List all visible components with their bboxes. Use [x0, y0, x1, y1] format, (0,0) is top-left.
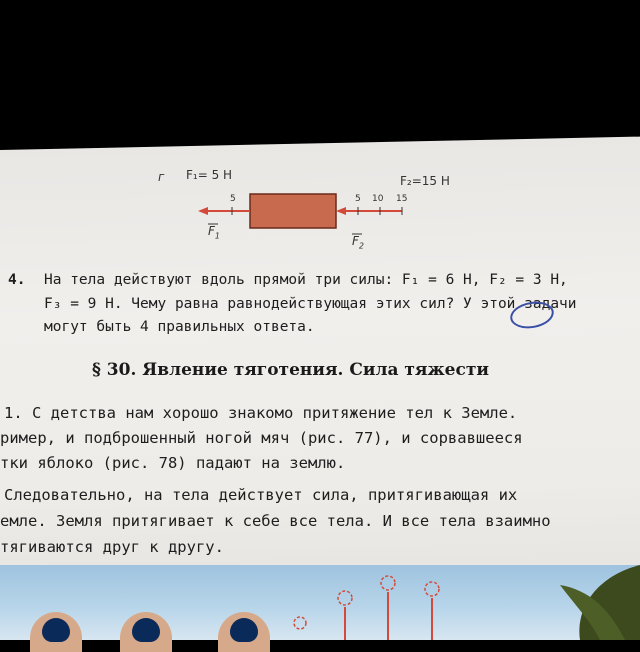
f1-vector-label: $F_1$: [208, 224, 220, 241]
dark-background: [0, 0, 640, 158]
paragraph-line-6: тягиваются друг к другу.: [0, 538, 224, 556]
problem-line-3: могут быть 4 правильных ответа.: [44, 319, 315, 335]
f1-magnitude-label: F₁= 5 Н: [186, 168, 233, 182]
illustration-strip: [0, 565, 640, 640]
apple-outline-icon: [425, 582, 439, 596]
nail: [230, 618, 258, 642]
f2-arrow-head: [336, 207, 346, 215]
scale-label: 5: [230, 194, 236, 204]
apple-outline-icon: [338, 591, 352, 605]
force-diagram: [150, 168, 450, 258]
nail: [132, 618, 160, 642]
paragraph-line-5: емле. Земля притягивает к себе все тела. И все тела взаимно: [0, 512, 551, 530]
paragraph-line-4: Следовательно, на тела действует сила, притягивающая их: [4, 486, 518, 504]
problem-number: 4.: [8, 272, 26, 288]
illustration-drawing: [0, 565, 640, 640]
paragraph-line-3: тки яблоко (рис. 78) падают на землю.: [0, 454, 346, 472]
f2-magnitude-label: F₂=15 Н: [400, 174, 450, 188]
ball-outline-icon: [294, 617, 306, 629]
f2-vector-label: $F_2$: [352, 234, 364, 251]
panel-letter: г: [158, 170, 165, 184]
nail: [42, 618, 70, 642]
problem-line-1: На тела действуют вдоль прямой три силы: F₁ = 6 Н, F₂ = 3 Н,: [44, 272, 568, 288]
section-title: § 30. Явление тяготения. Сила тяжести: [92, 360, 489, 380]
problem-line-2: F₃ = 9 Н. Чему равна равнодействующая этих сил? У этой задачи: [44, 296, 577, 312]
apple-outline-icon: [381, 576, 395, 590]
scale-label: 15: [396, 194, 408, 204]
paragraph-line-1: 1. С детства нам хорошо знакомо притяжение тел к Земле.: [4, 404, 518, 422]
scale-label: 5: [355, 194, 361, 204]
block: [250, 194, 336, 228]
paragraph-line-2: ример, и подброшенный ногой мяч (рис. 77), и сорвавшееся: [0, 429, 523, 447]
f1-arrow-head: [198, 207, 208, 215]
force-diagram-drawing: [150, 168, 450, 258]
scale-label: 10: [372, 194, 384, 204]
